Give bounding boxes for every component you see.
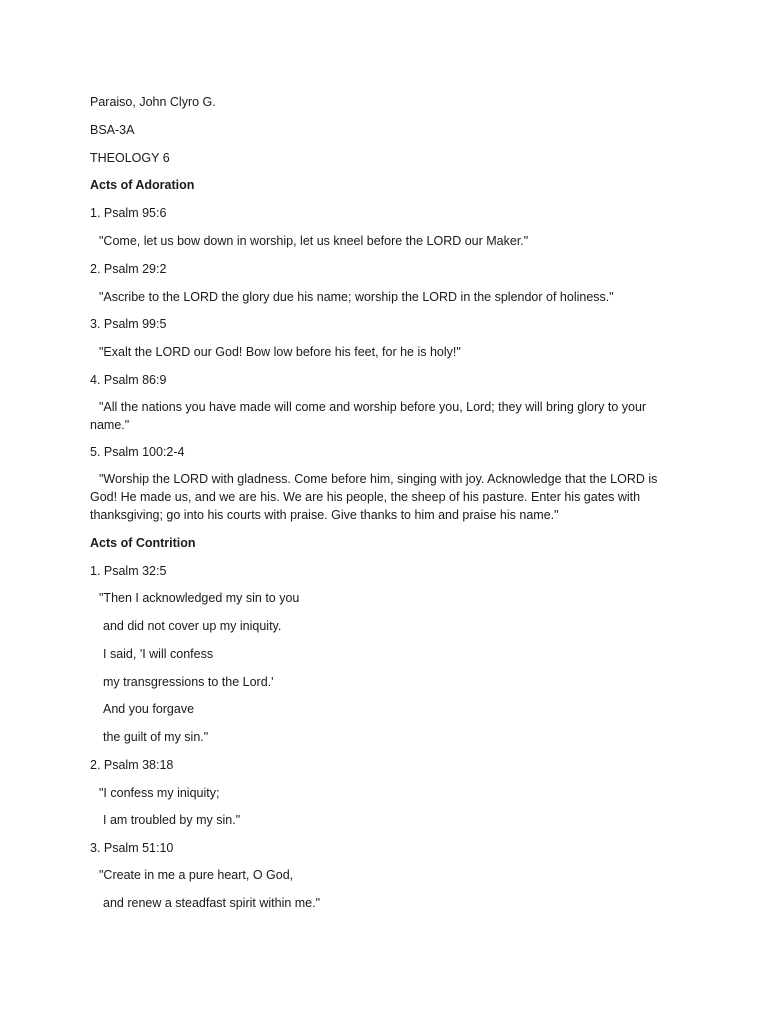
verse-text: "Exalt the LORD our God! Bow low before his feet, for he is holy!" <box>99 345 461 359</box>
verse-line: the guilt of my sin." <box>103 730 209 744</box>
verse-text: "Worship the LORD with gladness. Come before him, singing with joy. Acknowledge that the LORD is God! He made us, and we are his. We are his people, the sheep of his pasture. Enter his gates with thanksgiving; go into his courts with praise. Give thanks to him and praise his name." <box>90 472 658 522</box>
adoration-heading: Acts of Adoration <box>90 178 195 192</box>
verse-reference: 3. Psalm 51:10 <box>90 841 174 855</box>
verse-reference: 1. Psalm 95:6 <box>90 206 167 220</box>
verse-line: and did not cover up my iniquity. <box>103 619 282 633</box>
course-title: THEOLOGY 6 <box>90 151 170 165</box>
student-name: Paraiso, John Clyro G. <box>90 95 216 109</box>
verse-reference: 5. Psalm 100:2-4 <box>90 445 185 459</box>
verse-reference: 1. Psalm 32:5 <box>90 564 167 578</box>
verse-text: "All the nations you have made will come and worship before you, Lord; they will bring glory to your name." <box>90 400 647 432</box>
verse-line: "Then I acknowledged my sin to you <box>99 591 300 605</box>
verse-text: "Ascribe to the LORD the glory due his name; worship the LORD in the splendor of holiness." <box>99 290 614 304</box>
verse-reference: 4. Psalm 86:9 <box>90 373 167 387</box>
verse-reference: 3. Psalm 99:5 <box>90 317 167 331</box>
contrition-heading: Acts of Contrition <box>90 536 196 550</box>
verse-reference: 2. Psalm 38:18 <box>90 758 174 772</box>
verse-reference: 2. Psalm 29:2 <box>90 262 167 276</box>
verse-line: and renew a steadfast spirit within me." <box>103 896 321 910</box>
student-section: BSA-3A <box>90 123 135 137</box>
verse-line: I said, 'I will confess <box>103 647 214 661</box>
verse-line: I am troubled by my sin." <box>103 813 241 827</box>
verse-line: And you forgave <box>103 702 195 716</box>
verse-text: "Come, let us bow down in worship, let us kneel before the LORD our Maker." <box>99 234 529 248</box>
verse-line: "I confess my iniquity; <box>99 786 220 800</box>
verse-line: my transgressions to the Lord.' <box>103 675 274 689</box>
verse-line: "Create in me a pure heart, O God, <box>99 868 294 882</box>
